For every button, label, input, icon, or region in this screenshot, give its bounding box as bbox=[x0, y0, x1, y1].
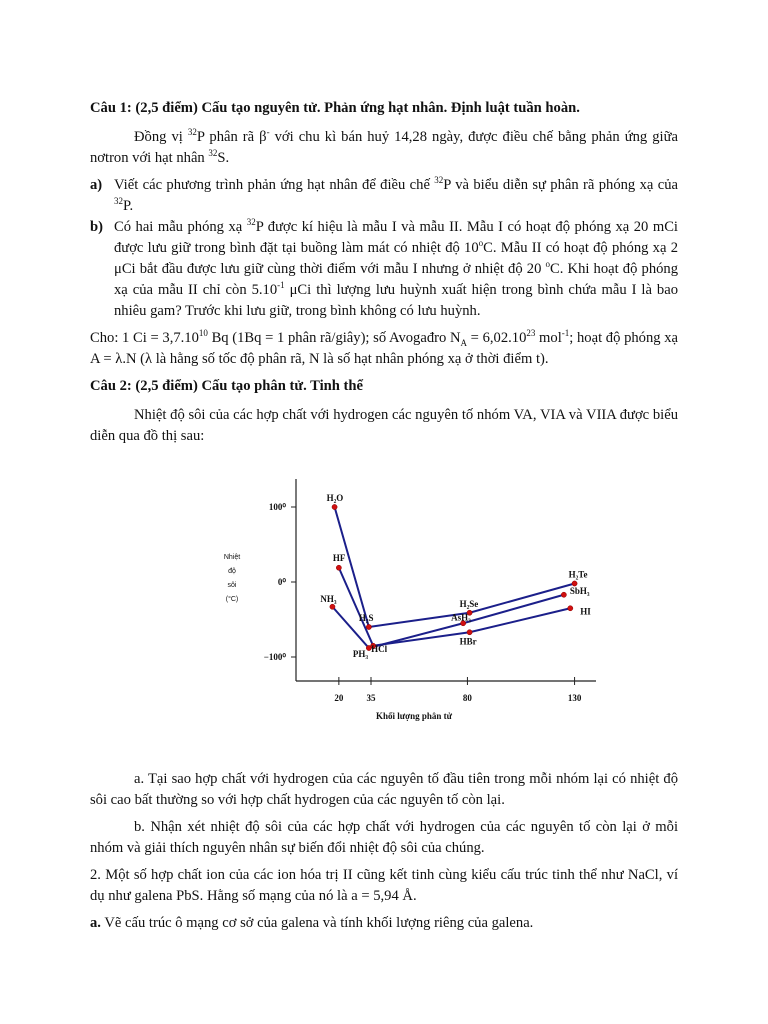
question-1-given-data: Cho: 1 $Ci = 3,7.10^{10}$ Bq (1Bq = 1 phân rã/giây); số Avogađro $N_A = 6,02.10^{23}$ mol$^{-1}$; hoạt độ phóng xạ A = λ.N (λ là hằng số tốc độ phân rã, N là số hạt nhân phóng xạ ở thời điểm t). bbox=[90, 328, 678, 367]
x-tick-label: 130 bbox=[567, 693, 582, 703]
data-label: H₂Te bbox=[568, 569, 588, 580]
question-2-heading: Câu 2: (2,5 điểm) Cấu tạo phân tử. Tinh thể bbox=[90, 378, 363, 394]
question-2-part-a: a. Tại sao hợp chất với hydrogen của các nguyên tố đầu tiên trong mỗi nhóm lại có nhiệt độ sôi cao bất thường so với hợp chất hydrogen của các nguyên tố còn lại. bbox=[90, 771, 678, 808]
question-1-heading: Câu 1: (2,5 điểm) Cấu tạo nguyên tử. Phản ứng hạt nhân. Định luật tuần hoàn. bbox=[90, 100, 580, 116]
series-line bbox=[339, 568, 570, 646]
x-tick-label: 80 bbox=[462, 693, 472, 703]
question-2-part-b: b. Nhận xét nhiệt độ sôi của các hợp chất với hydrogen của các nguyên tố còn lại ở mỗi nhóm và giải thích nguyên nhân sự biến đổi nhiệt độ sôi của chúng. bbox=[90, 819, 678, 856]
data-label: H₂Se bbox=[459, 598, 479, 609]
part-b-label: b) bbox=[90, 219, 103, 235]
question-1-part-b bbox=[90, 217, 678, 322]
data-point bbox=[561, 592, 566, 597]
question-2-intro: Nhiệt độ sôi của các hợp chất với hydrogen các nguyên tố nhóm VA, VIA và VIIA được biểu diễn qua đồ thị sau: bbox=[90, 407, 678, 444]
part-a-text: Viết các phương trình phản ứng hạt nhân để điều chế $^{32}$P và biểu diễn sự phân rã phóng xạ của $^{32}$P. bbox=[114, 175, 678, 214]
chart-svg bbox=[90, 459, 678, 759]
data-label: AsH₃ bbox=[451, 612, 471, 623]
y-tick-label: −100⁰ bbox=[263, 652, 286, 662]
data-point bbox=[330, 604, 335, 609]
data-point bbox=[568, 606, 573, 611]
data-label: HI bbox=[580, 606, 591, 617]
data-point bbox=[366, 624, 371, 629]
document-page bbox=[90, 98, 678, 940]
data-label: H₂S bbox=[358, 613, 374, 623]
part-b-text: Có hai mẫu phóng xạ $^{32}$P được kí hiệu là mẫu I và mẫu II. Mẫu I có hoạt độ phóng xạ 20 mCi được lưu giữ trong bình đặt tại buồng làm mát có nhiệt độ 10$^o$C. Mẫu II có hoạt độ phóng xạ 2 μCi bắt đầu được lưu giữ cùng thời điểm với mẫu I nhưng ở nhiệt độ 20 $^o$C. Khi hoạt độ phóng xạ của mẫu II chỉ còn $5.10^{-1}$ μCi thì lượng lưu huỳnh xuất hiện trong bình chứa mẫu I là bao nhiêu gam? Trước khi lưu giữ, trong bình không có lưu huỳnh. bbox=[114, 217, 679, 319]
question-2-item-2a: a. Vẽ cấu trúc ô mạng cơ sở của galena và tính khối lượng riêng của galena. bbox=[90, 915, 534, 931]
y-axis-label: (°C) bbox=[225, 596, 239, 603]
part-a-label: a) bbox=[90, 177, 103, 193]
data-point bbox=[332, 504, 337, 509]
y-tick-label: 0⁰ bbox=[277, 577, 286, 587]
data-label: HF bbox=[332, 552, 346, 563]
y-tick-label: 100⁰ bbox=[268, 502, 286, 512]
x-tick-label: 35 bbox=[366, 693, 376, 703]
data-label: NH₃ bbox=[320, 593, 337, 604]
boiling-point-chart bbox=[90, 459, 678, 759]
x-tick-label: 20 bbox=[334, 693, 344, 703]
data-label: SbH₃ bbox=[569, 585, 590, 596]
data-point bbox=[336, 565, 341, 570]
question-1-intro: Đồng vị $^{32}$P phân rã β- với chu kì bán huỷ 14,28 ngày, được điều chế bằng phản ứng giữa nơtron với hạt nhân $^{32}$S. bbox=[90, 127, 678, 166]
series-line bbox=[332, 507, 575, 627]
data-label: PH₃ bbox=[352, 649, 369, 659]
question-1-part-a bbox=[90, 175, 678, 217]
x-axis-label: Khối lượng phân tử bbox=[375, 711, 453, 721]
data-label: HCl bbox=[371, 643, 388, 654]
y-axis-label: sôi bbox=[227, 582, 237, 589]
question-2-item-2: 2. Một số hợp chất ion của các ion hóa trị II cũng kết tinh cùng kiểu cấu trúc tinh thể như NaCl, ví dụ như galena PbS. Hằng số mạng của nó là a = 5,94 Å. bbox=[90, 867, 678, 904]
y-axis-label: độ bbox=[228, 568, 236, 575]
y-axis-label: Nhiệt bbox=[223, 554, 241, 561]
data-point bbox=[467, 630, 472, 635]
data-label: H₂O bbox=[326, 493, 344, 503]
data-label: HBr bbox=[459, 636, 477, 647]
